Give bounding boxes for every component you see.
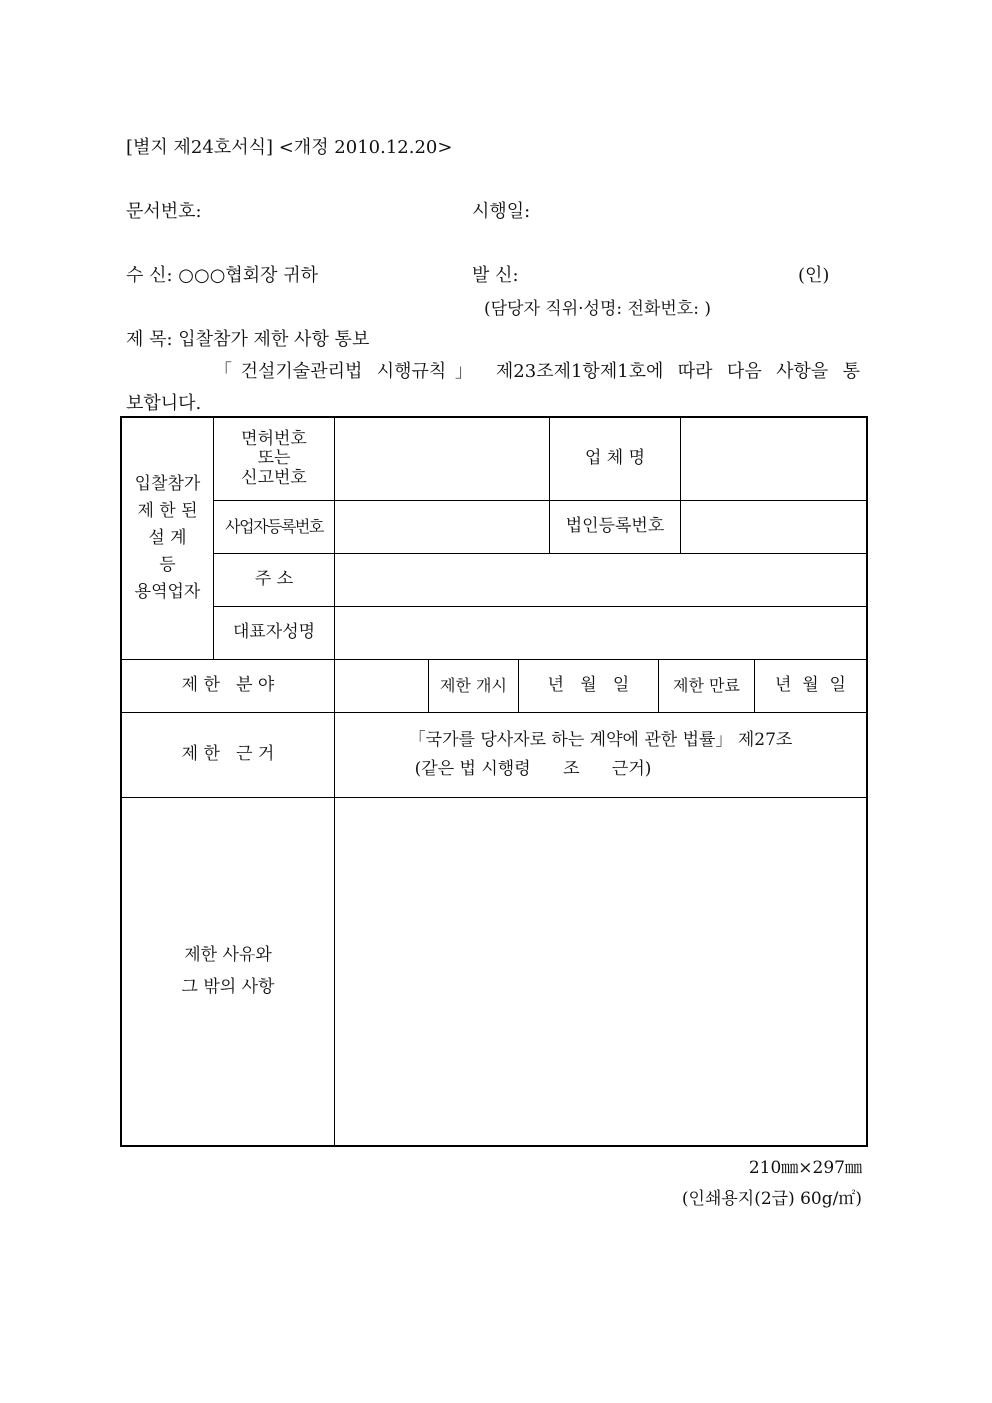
restriction-field-input[interactable] [335, 660, 428, 712]
body-text-line1: 「건설기술관리법 시행규칙」 제23조제1항제1호에 따라 다음 사항을 통 [214, 361, 860, 382]
form-id: [별지 제24호서식] <개정 2010.12.20> [126, 137, 453, 158]
reason-label-line: 그 밖의 사항 [181, 976, 275, 997]
address-label: 주 소 [254, 569, 294, 590]
address-field[interactable] [335, 554, 866, 606]
reason-label [122, 798, 334, 1145]
contractor-label [122, 418, 213, 659]
subject: 제 목: 입찰참가 제한 사항 통보 [126, 329, 370, 350]
restriction-basis-line1: 「국가를 당사자로 하는 계약에 관한 법률」 제27조 [408, 730, 793, 751]
table-border-right [866, 416, 868, 1147]
restriction-end-label: 제한 만료 [673, 676, 740, 695]
company-name-field[interactable] [681, 418, 866, 500]
representative-label: 대표자성명 [232, 622, 316, 643]
restriction-start-label: 제한 개시 [440, 676, 507, 695]
doc-number-label: 문서번호: [126, 201, 202, 222]
restriction-basis-line2: (같은 법 시행령 조 근거) [414, 759, 652, 779]
contractor-label-line: 제 한 된 [137, 500, 198, 521]
effective-date-label: 시행일: [472, 201, 531, 222]
corp-reg-label: 법인등록번호 [565, 516, 665, 537]
business-reg-label: 사업자등록번호 [225, 517, 323, 536]
paper-size: 210㎜×297㎜ [748, 1158, 862, 1178]
restriction-end-date[interactable]: 년 월 일 [775, 675, 846, 696]
license-label-line: 면허번호 [241, 428, 307, 449]
company-name-label: 업 체 명 [584, 448, 646, 469]
reason-label-line: 제한 사유와 [184, 945, 272, 966]
license-number-label [214, 418, 334, 500]
restriction-start-date[interactable]: 년 월 일 [547, 675, 630, 696]
seal-mark: (인) [798, 265, 830, 286]
restriction-field-label: 제 한 분 야 [181, 675, 275, 696]
representative-field[interactable] [335, 607, 866, 659]
contractor-label-line: 용역업자 [134, 582, 201, 603]
contractor-label-line: 등 [159, 555, 176, 576]
restriction-basis-label: 제 한 근 거 [181, 744, 275, 765]
license-number-field[interactable] [335, 418, 549, 500]
contractor-label-line: 설 계 [148, 527, 187, 548]
recipient: 수 신: ○○○협회장 귀하 [126, 265, 319, 286]
corp-reg-field[interactable] [681, 501, 866, 553]
body-text-line2: 보합니다. [126, 393, 202, 414]
sender: 발 신: [472, 265, 519, 286]
restriction-basis-text [335, 713, 866, 797]
license-label-line: 신고번호 [241, 467, 307, 488]
contact-info: (담당자 직위·성명: 전화번호: ) [484, 299, 711, 319]
paper-spec: (인쇄용지(2급) 60g/㎡) [681, 1189, 862, 1209]
table-border-bottom [120, 1145, 868, 1147]
reason-field[interactable] [335, 798, 866, 1145]
business-reg-field[interactable] [335, 501, 549, 553]
license-label-line: 또는 [257, 448, 291, 469]
contractor-label-line: 입찰참가 [134, 473, 201, 494]
